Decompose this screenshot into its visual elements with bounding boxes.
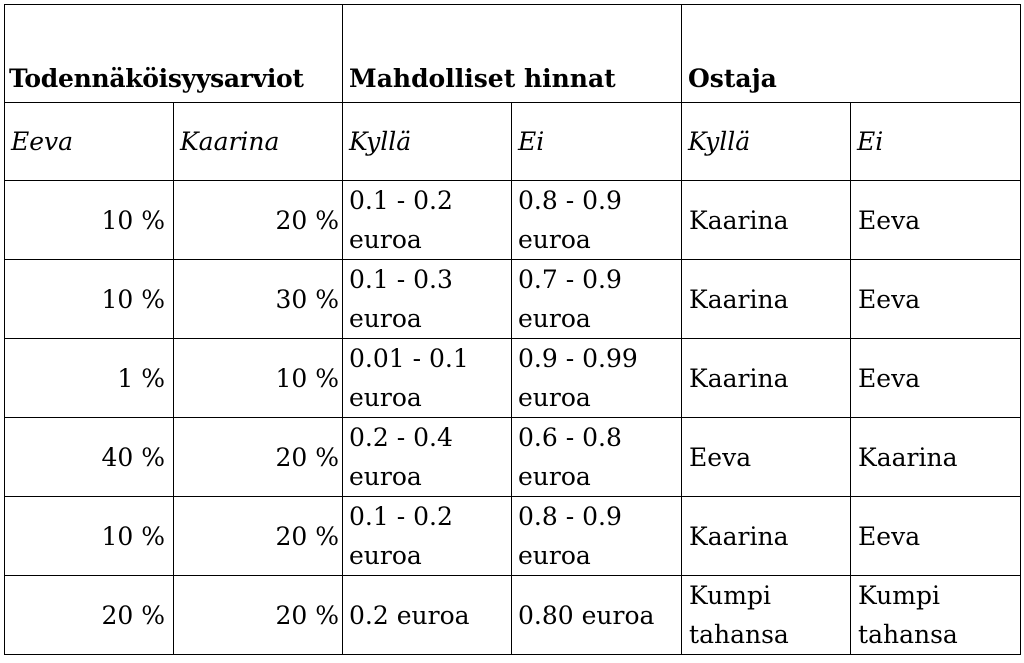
- cell-buyer-yes: Kaarina: [682, 181, 851, 260]
- sub-header-row: [5, 103, 1021, 181]
- cell-price-no: 0.9 - 0.99 euroa: [512, 339, 682, 418]
- cell-price-yes: 0.2 - 0.4 euroa: [343, 418, 512, 497]
- cell-buyer-yes: Kaarina: [682, 497, 851, 576]
- cell-price-no: 0.8 - 0.9 euroa: [512, 497, 682, 576]
- cell-buyer-no: Kumpi tahansa: [851, 576, 1021, 655]
- sub-header-buyer-no: Ei: [851, 103, 1021, 181]
- cell-buyer-yes: Kaarina: [682, 339, 851, 418]
- cell-prob-eeva: 10 %: [5, 497, 174, 576]
- cell-prob-eeva: 1 %: [5, 339, 174, 418]
- group-header-prices: Mahdolliset hinnat: [343, 5, 682, 103]
- table-row: [5, 576, 1021, 655]
- cell-price-yes: 0.1 - 0.3 euroa: [343, 260, 512, 339]
- cell-price-no: 0.6 - 0.8 euroa: [512, 418, 682, 497]
- cell-buyer-no: Eeva: [851, 339, 1021, 418]
- cell-buyer-yes: Eeva: [682, 418, 851, 497]
- sub-header-price-yes: Kyllä: [343, 103, 512, 181]
- cell-prob-kaarina: 10 %: [174, 339, 343, 418]
- cell-buyer-yes: Kaarina: [682, 260, 851, 339]
- cell-price-no: 0.80 euroa: [512, 576, 682, 655]
- cell-prob-kaarina: 20 %: [174, 181, 343, 260]
- cell-prob-kaarina: 20 %: [174, 576, 343, 655]
- cell-prob-kaarina: 20 %: [174, 418, 343, 497]
- group-header-probability: Todennäköisyysarviot: [5, 5, 343, 103]
- probability-price-table: [4, 4, 1021, 655]
- cell-prob-eeva: 10 %: [5, 181, 174, 260]
- cell-price-no: 0.8 - 0.9 euroa: [512, 181, 682, 260]
- sub-header-prob-eeva: Eeva: [5, 103, 174, 181]
- cell-prob-eeva: 20 %: [5, 576, 174, 655]
- cell-buyer-no: Eeva: [851, 260, 1021, 339]
- table-row: [5, 497, 1021, 576]
- cell-buyer-no: Eeva: [851, 181, 1021, 260]
- sub-header-buyer-yes: Kyllä: [682, 103, 851, 181]
- cell-prob-eeva: 10 %: [5, 260, 174, 339]
- group-header-buyer: Ostaja: [682, 5, 1021, 103]
- group-header-row: [5, 5, 1021, 103]
- sub-header-prob-kaarina: Kaarina: [174, 103, 343, 181]
- cell-prob-eeva: 40 %: [5, 418, 174, 497]
- cell-price-no: 0.7 - 0.9 euroa: [512, 260, 682, 339]
- table-row: [5, 339, 1021, 418]
- cell-price-yes: 0.1 - 0.2 euroa: [343, 497, 512, 576]
- cell-buyer-yes: Kumpi tahansa: [682, 576, 851, 655]
- table-row: [5, 418, 1021, 497]
- table-row: [5, 181, 1021, 260]
- sub-header-price-no: Ei: [512, 103, 682, 181]
- cell-price-yes: 0.1 - 0.2 euroa: [343, 181, 512, 260]
- cell-price-yes: 0.01 - 0.1 euroa: [343, 339, 512, 418]
- cell-prob-kaarina: 20 %: [174, 497, 343, 576]
- cell-price-yes: 0.2 euroa: [343, 576, 512, 655]
- table-row: [5, 260, 1021, 339]
- cell-buyer-no: Kaarina: [851, 418, 1021, 497]
- cell-buyer-no: Eeva: [851, 497, 1021, 576]
- cell-prob-kaarina: 30 %: [174, 260, 343, 339]
